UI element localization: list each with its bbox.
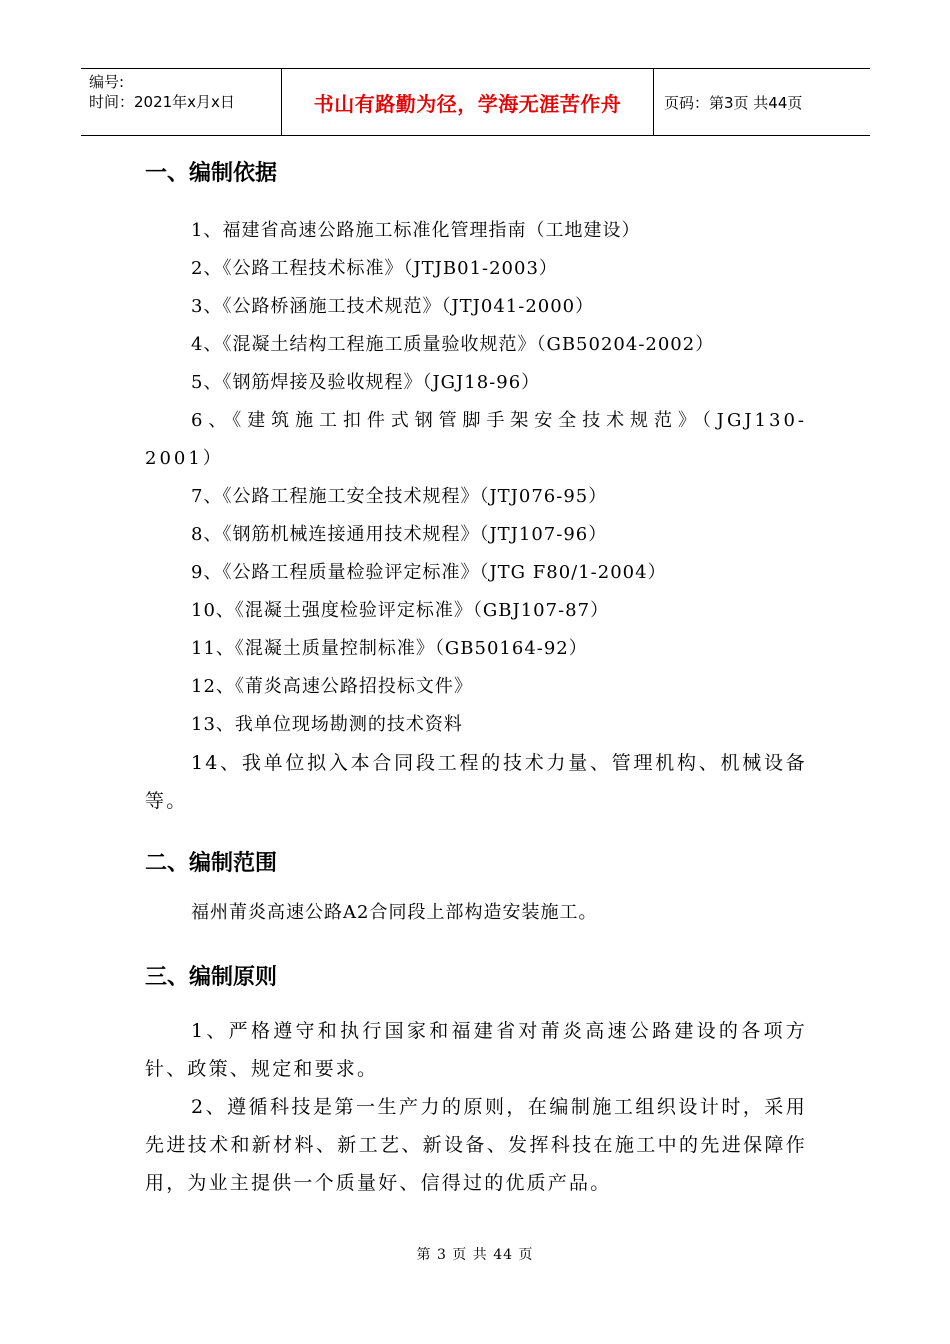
list-item: 5、《钢筋焊接及验收规程》（JGJ18-96） — [191, 372, 541, 393]
list-item: 11、《混凝土质量控制标准》（GB50164-92） — [191, 638, 588, 659]
list-item: 14、我单位拟入本合同段工程的技术力量、管理机构、机械设备等。 — [145, 752, 807, 812]
header-motto: 书山有路勤为径，学海无涯苦作舟 — [282, 69, 654, 135]
page-header — [81, 68, 870, 136]
list-item: 13、我单位现场勘测的技术资料 — [191, 714, 463, 735]
principle-item: 1、严格遵守和执行国家和福建省对莆炎高速公路建设的各项方针、政策、规定和要求。 — [145, 1020, 807, 1080]
document-date: 时间：2021年x月x日 — [89, 93, 235, 111]
list-item: 9、《公路工程质量检验评定标准》（JTG F80/1-2004） — [191, 562, 667, 583]
list-item: 7、《公路工程施工安全技术规程》（JTJ076-95） — [191, 486, 608, 507]
document-number-label: 编号: — [89, 73, 125, 91]
section-title-scope: 二、编制范围 — [145, 851, 278, 876]
section-title-principles: 三、编制原则 — [145, 965, 278, 990]
basis-list — [145, 212, 807, 820]
header-meta — [81, 69, 282, 135]
list-item: 10、《混凝土强度检验评定标准》（GBJ107-87） — [191, 600, 610, 621]
section-title-basis: 一、编制依据 — [145, 161, 278, 186]
list-item: 4、《混凝土结构工程施工质量验收规范》（GB50204-2002） — [191, 334, 715, 355]
page-footer: 第 3 页 共 44 页 — [416, 1247, 534, 1263]
scope-text: 福州莆炎高速公路A2合同段上部构造安装施工。 — [191, 902, 598, 923]
list-item: 8、《钢筋机械连接通用技术规程》（JTJ107-96） — [191, 524, 608, 545]
list-item: 2、《公路工程技术标准》（JTJB01-2003） — [191, 258, 558, 279]
list-item: 3、《公路桥涵施工技术规范》（JTJ041-2000） — [191, 296, 595, 317]
list-item: 1、福建省高速公路施工标准化管理指南（工地建设） — [191, 220, 641, 241]
list-item: 12、《莆炎高速公路招投标文件》 — [191, 676, 473, 697]
principle-item: 2、遵循科技是第一生产力的原则，在编制施工组织设计时，采用先进技术和新材料、新工艺、新设备、发挥科技在施工中的先进保障作用，为业主提供一个质量好、信得过的优质产品。 — [145, 1096, 807, 1194]
header-page-number: 页码：第3页 共44页 — [664, 93, 803, 112]
list-item: 6、《建筑施工扣件式钢管脚手架安全技术规范》（JGJ130-2001） — [145, 410, 807, 469]
document-body — [145, 152, 807, 1202]
